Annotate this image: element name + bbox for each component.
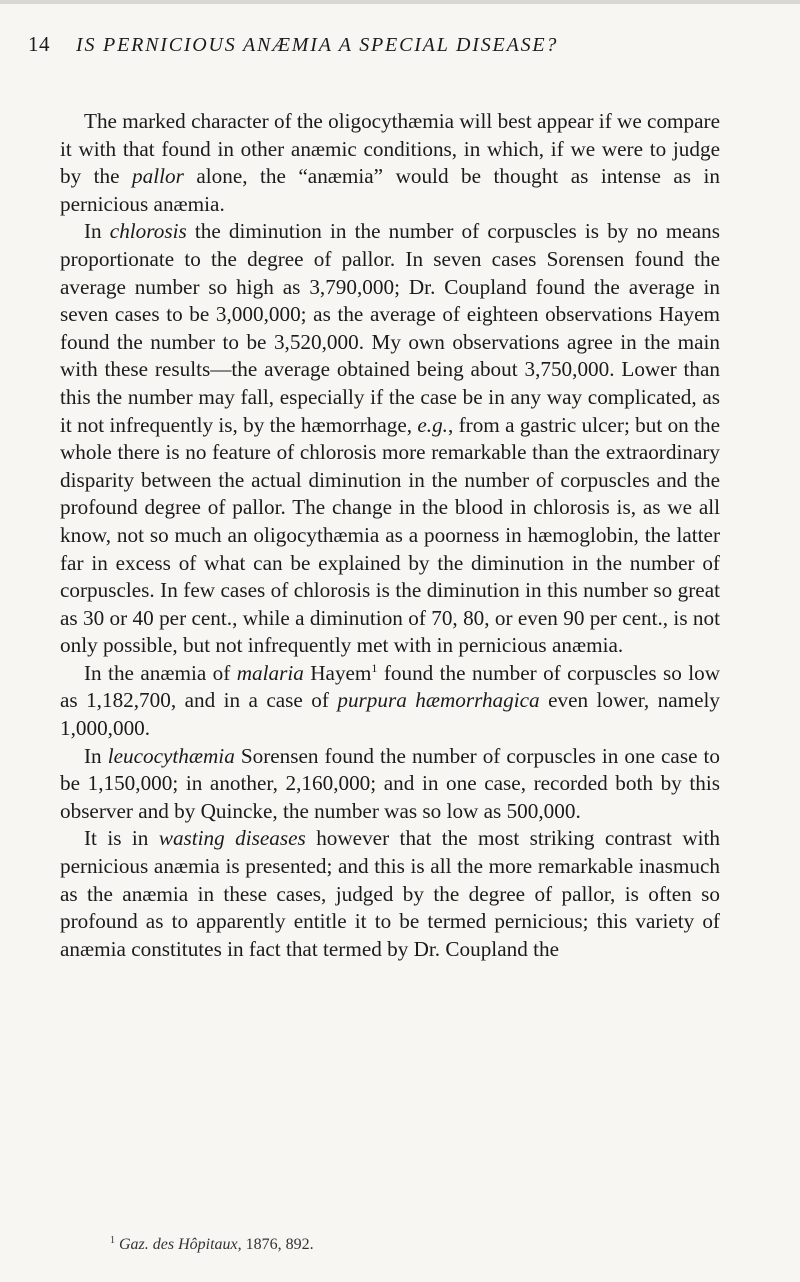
text-run: Sorensen found the number of corpuscles in one case to be 1,150,000; in another, 2,160,000; and in one case, recorded both by this observer and by Quincke, the number was so low as 500,000. [60, 743, 721, 823]
footnote [110, 1236, 314, 1254]
text-run: It is in [84, 826, 159, 851]
footnote-details: 1876, 892. [241, 1236, 314, 1253]
paragraph-5 [60, 825, 720, 963]
italic-run: wasting diseases [158, 826, 306, 851]
text-run: In [84, 219, 110, 244]
running-head [28, 32, 768, 72]
text-run: , from a gastric ulcer; but on the whole there is no feature of chlorosis more remarkable than the extraordinary disparity between the actual diminution in the number of corpuscles and the profound degree of pallor. The change in the blood in chlorosis is, as we all know, not so much an oligocythæmia as a poorness in hæmoglobin, the latter far in excess of what can be explained by the diminution in the number of corpuscles. In few cases of chlorosis is the diminution in this number so great as 30 or 40 per cent., while a diminution of 70, 80, or even 90 per cent., is not only possible, but not infrequently met with in pernicious anæmia. [60, 412, 720, 658]
italic-run: chlorosis [109, 219, 187, 244]
body-text [60, 108, 720, 963]
footnote-ref: 1 [371, 660, 378, 675]
paragraph-2 [60, 218, 720, 660]
text-run: the diminution in the number of corpuscles is by no means proportionate to the degree of pallor. In seven cases Sorensen found the average number so high as 3,790,000; Dr. Coupland found the average in seven cases to be 3,000,000; as the average of eighteen observations Hayem found the number to be 3,520,000. My own observations agree in the main with these results—the average obtained being about 3,750,000. Lower than this the number may fall, especially if the case be in any way complicated, as it not infrequently is, by the hæmorrhage, [60, 219, 720, 437]
running-title: IS PERNICIOUS ANÆMIA A SPECIAL DISEASE? [76, 34, 559, 56]
italic-run: pallor [132, 164, 184, 189]
footnote-marker: 1 [110, 1234, 115, 1246]
footnote-source: Gaz. des Hôpitaux, [119, 1236, 242, 1253]
paragraph-4 [60, 743, 720, 826]
text-run: Hayem [303, 660, 372, 685]
paragraph-3 [60, 660, 720, 743]
text-run: alone, the “anæmia” would be thought as intense as in pernicious anæmia. [60, 164, 720, 216]
text-run: even lower, namely 1,000,000. [60, 688, 720, 741]
paragraph-1 [60, 108, 720, 218]
top-page-edge [0, 0, 800, 4]
page-number: 14 [28, 32, 50, 56]
text-run: In [84, 743, 108, 768]
italic-run: malaria [236, 660, 304, 685]
text-run: The marked character of the oligocythæmia will best appear if we compare it with that found in other anæmic conditions, in which, if we were to judge by the [60, 109, 720, 189]
italic-run: leucocythæmia [107, 743, 235, 768]
text-run: however that the most striking contrast with pernicious anæmia is presented; and this is all the more remarkable inasmuch as the anæmia in these cases, judged by the degree of pallor, is often so profound as to apparently entitle it to be termed pernicious; this variety of anæmia constitutes in fact that termed by Dr. Coupland the [60, 826, 720, 961]
italic-run: purpura hæmorrhagica [337, 688, 540, 713]
italic-run: e.g. [417, 412, 448, 437]
text-run: found the number of corpuscles so low as 1,182,700, and in a case of [60, 660, 720, 713]
text-run: In the anæmia of [84, 660, 237, 685]
